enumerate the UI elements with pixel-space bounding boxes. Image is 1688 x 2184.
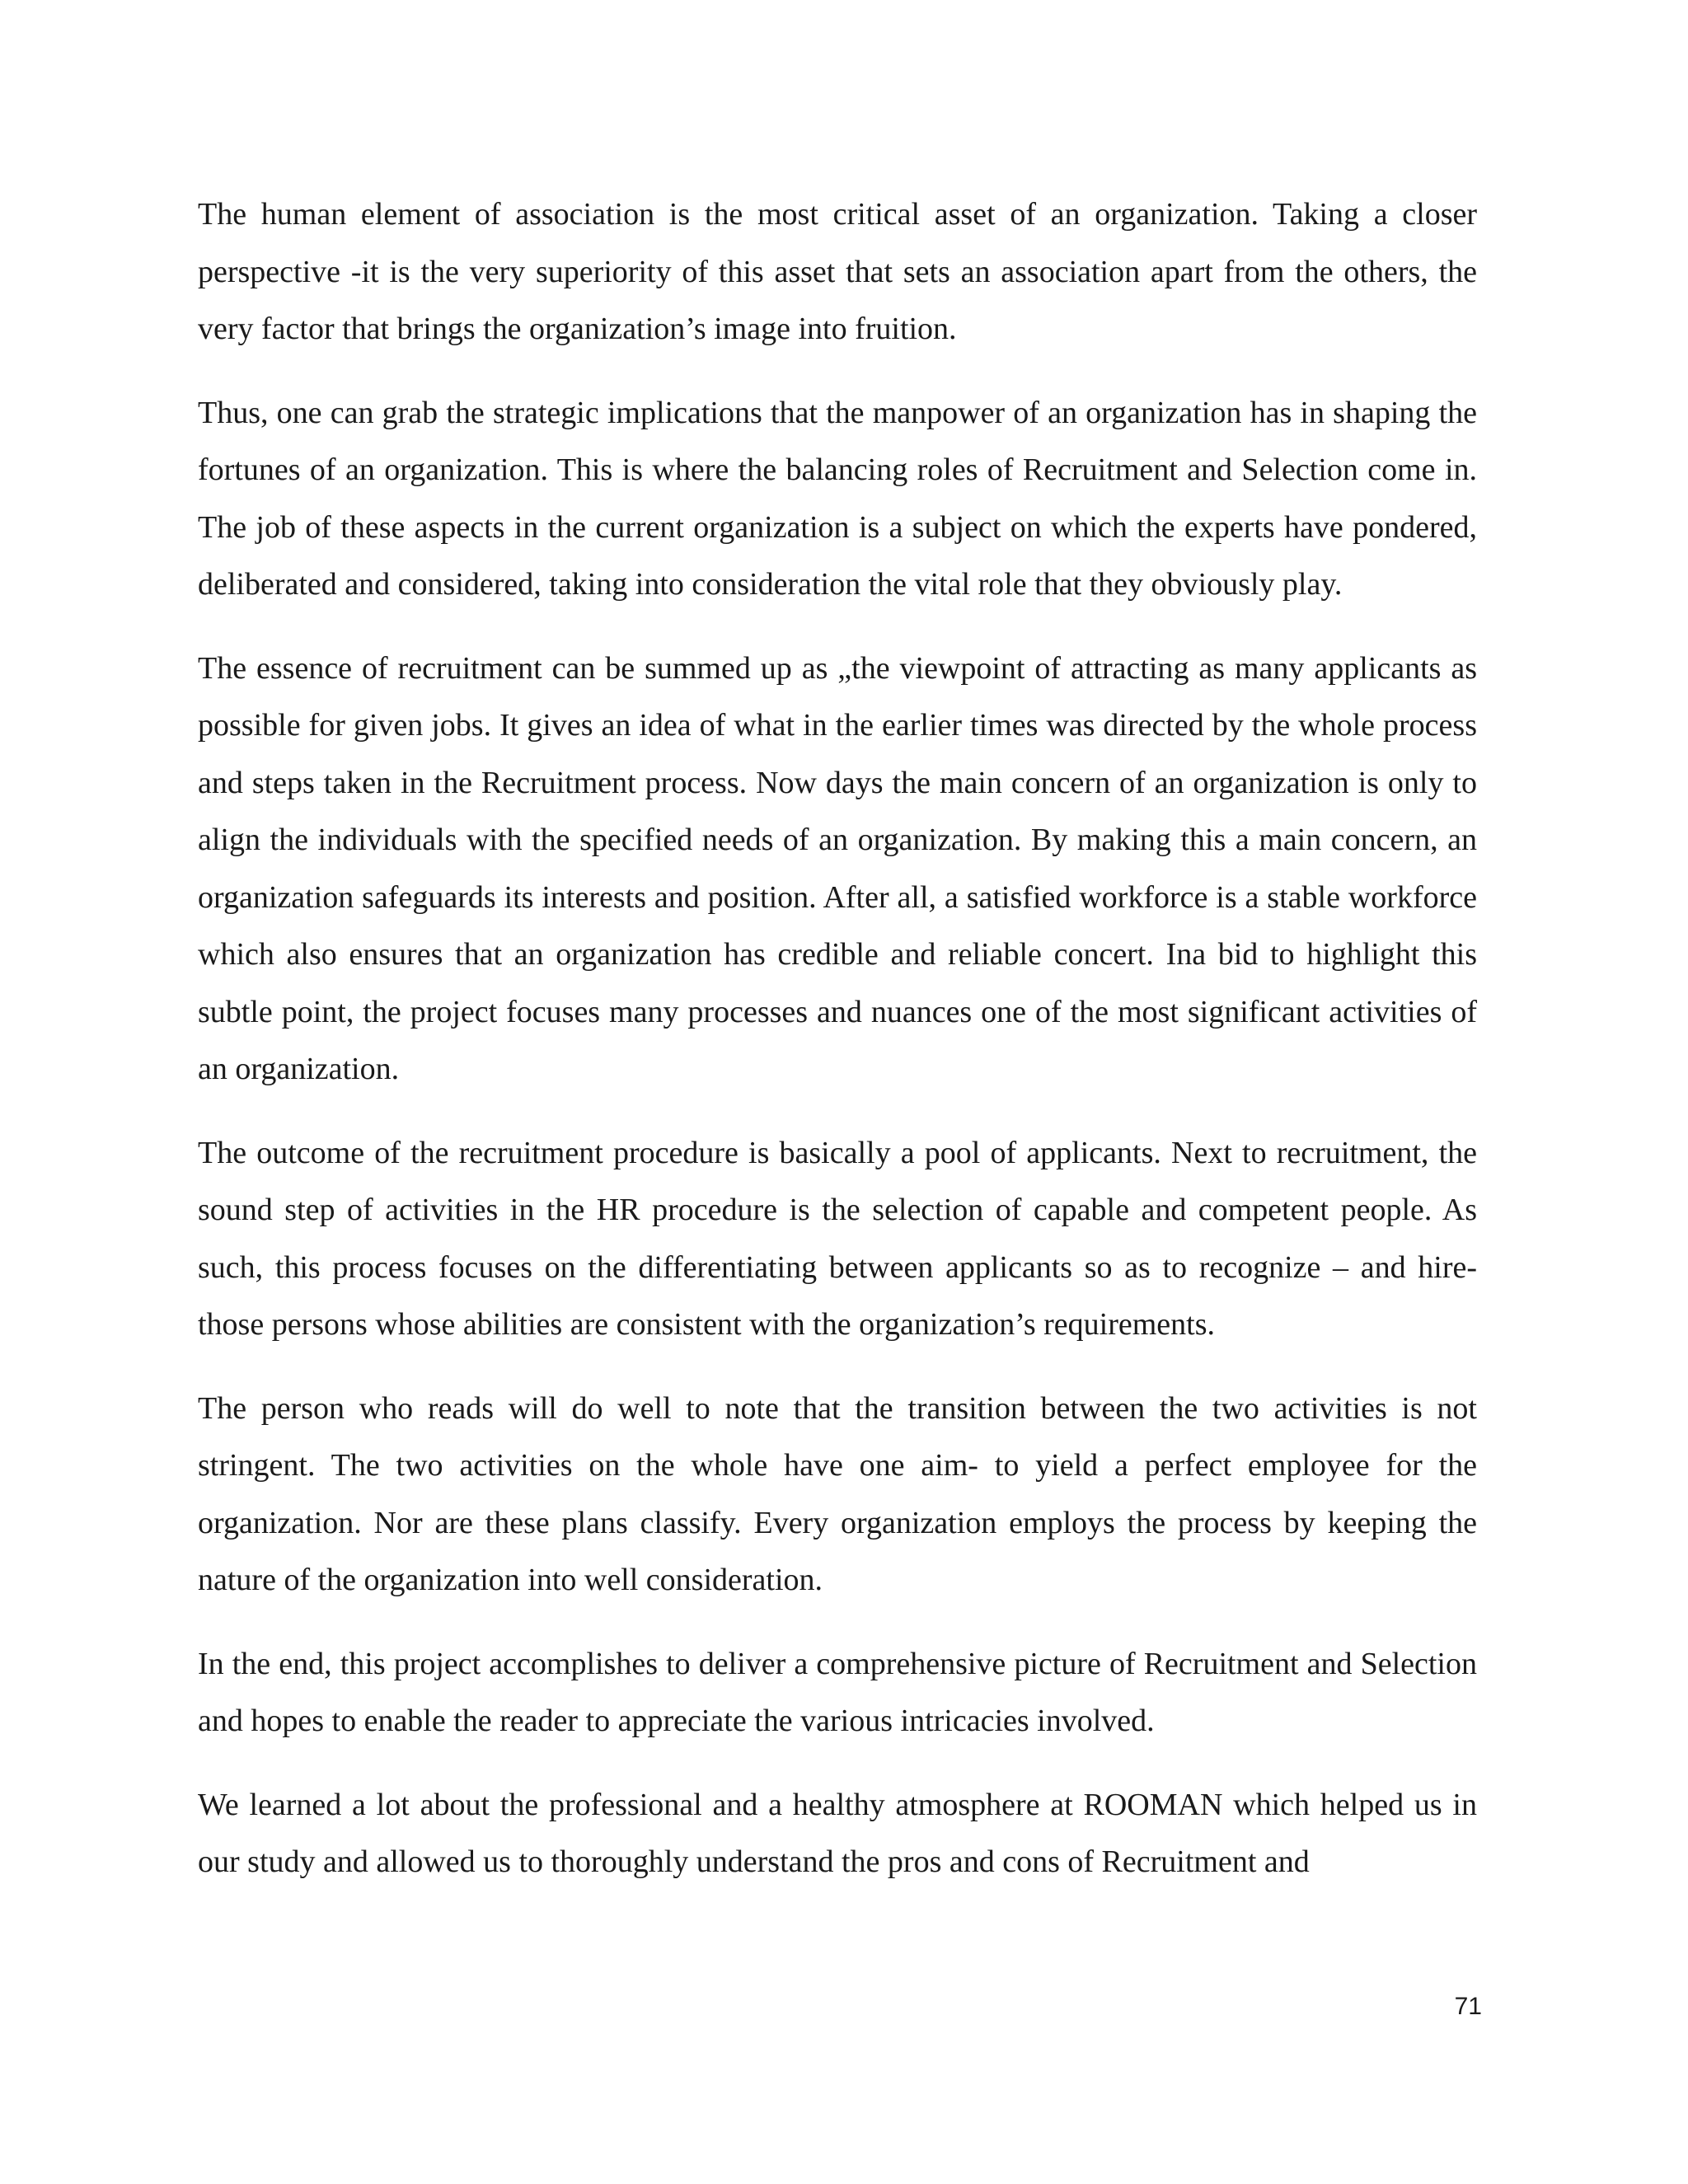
paragraph-7: We learned a lot about the professional and a healthy atmosphere at ROOMAN which helped us in our study and allowed us to thoroughly understand the pros and cons of Recruitment and <box>198 1787 1477 1879</box>
paragraph-4: The outcome of the recruitment procedure is basically a pool of applicants. Next to recruitment, the sound step of activities in the HR procedure is the selection of capable and competent people. As such, this process focuses on the differentiating between applicants so as to recognize – and hire- those persons whose abilities are consistent with the organization’s requirements. <box>198 1135 1477 1342</box>
paragraph-3: The essence of recruitment can be summed up as „the viewpoint of attracting as many applicants as possible for given jobs. It gives an idea of what in the earlier times was directed by the whole process and steps taken in the Recruitment process. Now days the main concern of an organization is only to align the individuals with the specified needs of an organization. By making this a main concern, an organization safeguards its interests and position. After all, a satisfied workforce is a stable workforce which also ensures that an organization has credible and reliable concert. Ina bid to highlight this subtle point, the project focuses many processes and nuances one of the most significant activities of an organization. <box>198 650 1477 1086</box>
paragraph-6: In the end, this project accomplishes to deliver a comprehensive picture of Recruitment and Selection and hopes to enable the reader to appreciate the various intricacies involved. <box>198 1646 1477 1738</box>
paragraph-5: The person who reads will do well to note that the transition between the two activities is not stringent. The two activities on the whole have one aim- to yield a perfect employee for the organization. Nor are these plans classify. Every organization employs the process by keeping the nature of the organization into well consideration. <box>198 1390 1477 1597</box>
paragraph-1: The human element of association is the most critical asset of an organization. Taking a closer perspective -it is the very superiority of this asset that sets an association apart from the others, the very factor that brings the organization’s image into fruition. <box>198 197 1477 346</box>
paragraph-2: Thus, one can grab the strategic implications that the manpower of an organization has in shaping the fortunes of an organization. This is where the balancing roles of Recruitment and Selection come in. The job of these aspects in the current organization is a subject on which the experts have pondered, deliberated and considered, taking into consideration the vital role that they obviously play. <box>198 395 1477 602</box>
page-number: 71 <box>1454 1993 1482 2020</box>
body-text <box>198 186 1477 1918</box>
